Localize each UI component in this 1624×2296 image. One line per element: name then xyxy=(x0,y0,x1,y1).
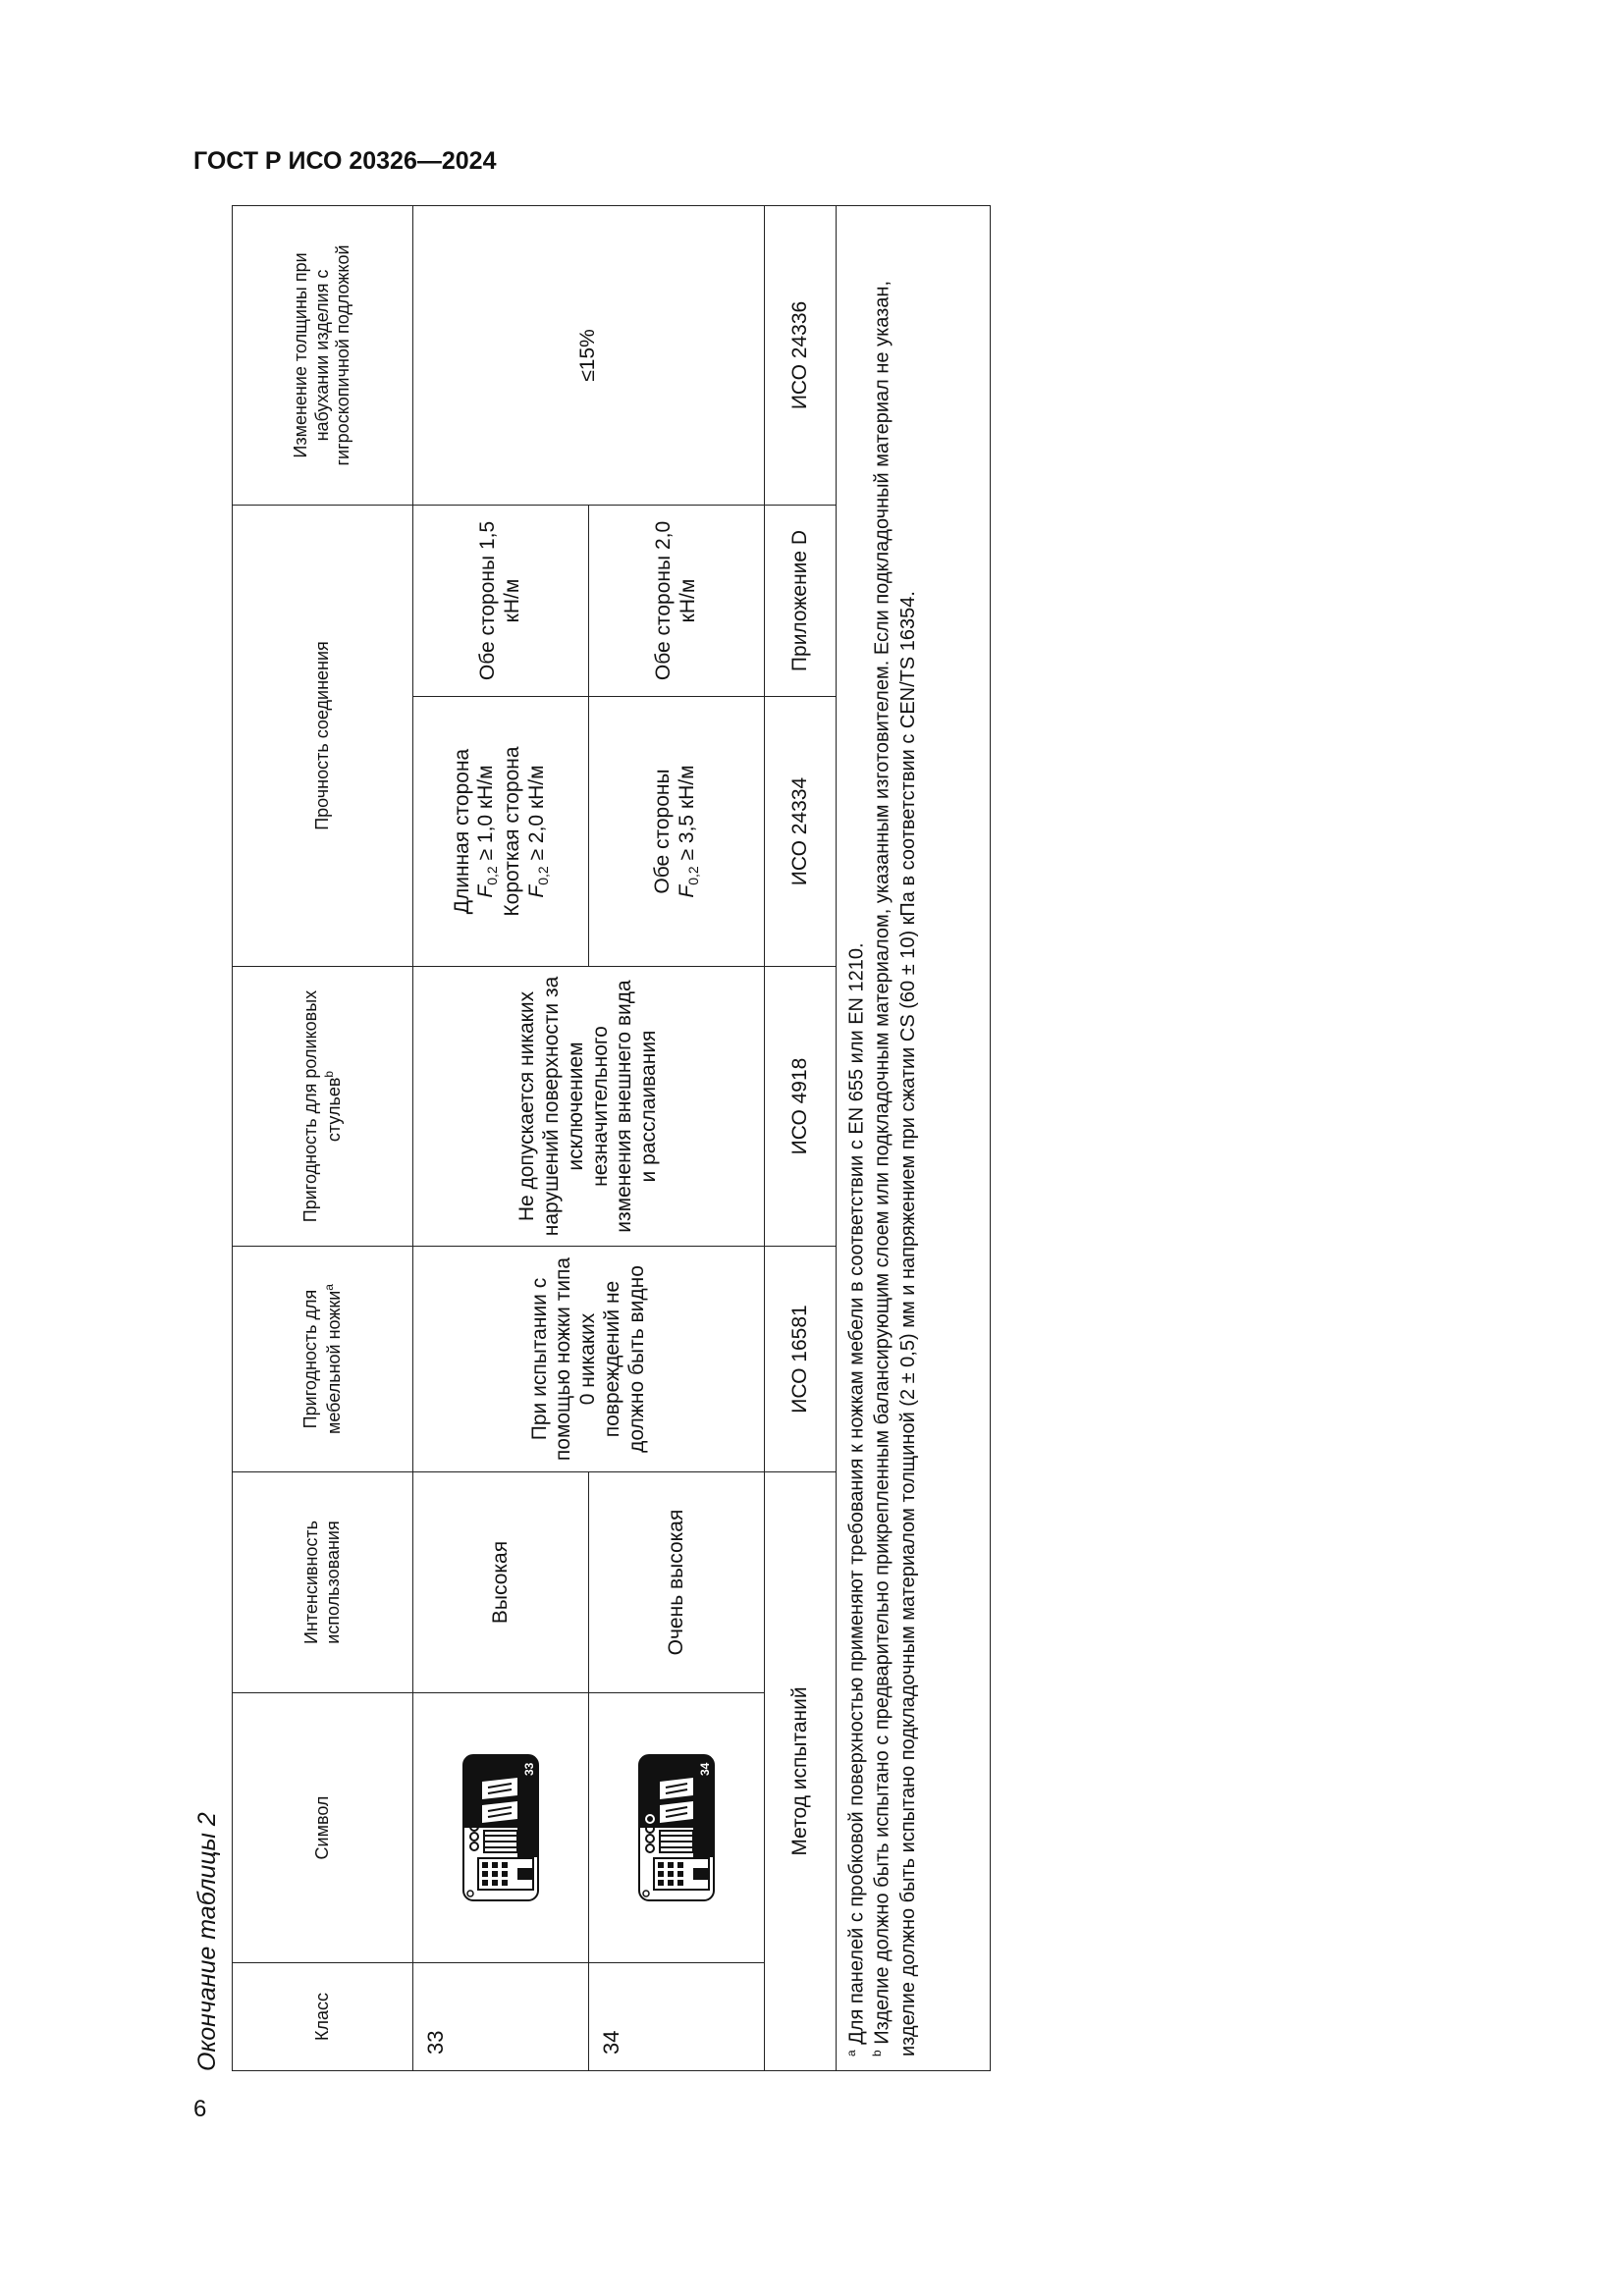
both-sides-label: Обе стороны xyxy=(651,769,675,894)
long-side-label: Длинная сторона xyxy=(450,748,473,915)
short-side-force: ≥ 2,0 кН/м xyxy=(524,765,548,861)
force-symbol: F xyxy=(524,884,548,898)
table-header-row xyxy=(233,205,413,2070)
strength-cell-b: Обе стороны 1,5 кН/м xyxy=(413,505,589,696)
force-subscript: 0,2 xyxy=(685,866,702,885)
footnote-b xyxy=(870,220,921,2056)
swelling-cell: ≤15% xyxy=(413,205,765,505)
long-side-force: ≥ 1,0 кН/м xyxy=(474,765,498,861)
header-intensity: Интенсивность использования xyxy=(233,1472,413,1693)
intensity-cell: Очень высокая xyxy=(589,1472,765,1693)
footnote-a-text: Для панелей с пробковой поверхностью применяют требования к ножкам мебели в соответствии с EN 655 или EN 1210. xyxy=(845,942,868,2045)
footnote-b-mark: b xyxy=(870,2050,885,2056)
footnote-a-mark: a xyxy=(844,2050,858,2056)
footnote-b-ref: b xyxy=(321,1070,336,1078)
strength-cell-b: Обе стороны 2,0 кН/м xyxy=(589,505,765,696)
footnotes-cell xyxy=(837,205,991,2070)
symbol-number: 34 xyxy=(698,1762,712,1776)
leg-suitability-cell: При испытании с помощью ножки типа 0 никаких повреждений не должно быть видно xyxy=(413,1247,765,1472)
strength-cell-a xyxy=(589,697,765,967)
method-strength-a: ИСО 24334 xyxy=(765,697,837,967)
footnote-a xyxy=(844,220,870,2056)
force-subscript: 0,2 xyxy=(534,866,551,885)
method-swelling: ИСО 24336 xyxy=(765,205,837,505)
footnotes-row xyxy=(837,205,991,2070)
header-symbol: Символ xyxy=(233,1693,413,1963)
symbol-number: 33 xyxy=(522,1762,536,1776)
table-row xyxy=(413,205,589,2070)
rotated-table-block xyxy=(193,206,949,2071)
header-chair-suitability xyxy=(233,967,413,1247)
class-34-symbol-icon xyxy=(638,1754,715,1901)
test-method-row xyxy=(765,205,837,2070)
symbol-cell xyxy=(589,1693,765,1963)
method-chair: ИСО 4918 xyxy=(765,967,837,1247)
force-symbol: F xyxy=(474,884,498,898)
force-subscript: 0,2 xyxy=(484,866,501,885)
intensity-cell: Высокая xyxy=(413,1472,589,1693)
footnote-b-text: Изделие должно быть испытано с предварительно прикрепленным балансирующим слоем или подкладочным материалом, указанным изготовителем. Если подкладочный материал не указан, изделие должно быть испытано подкладочным материалом толщиной (2 ± 0,5) мм и напряжением при сжатии CS (60 ± 10) кПа в соответствии с CEN/TS 16354. xyxy=(871,280,919,2056)
table-continuation-label: Окончание таблицы 2 xyxy=(193,1812,221,2071)
chair-suitability-cell: Не допускается никаких нарушений поверхности за исключением незначительного изменения внешнего вида и расслаивания xyxy=(413,967,765,1247)
class-cell: 33 xyxy=(413,1963,589,2071)
header-class: Класс xyxy=(233,1963,413,2071)
test-method-label: Метод испытаний xyxy=(765,1472,837,2071)
class-cell: 34 xyxy=(589,1963,765,2071)
strength-cell-a xyxy=(413,697,589,967)
long-side-value xyxy=(474,703,501,960)
header-chair-text: Пригодность для роликовых стульев xyxy=(299,989,344,1223)
short-side-label: Короткая сторона xyxy=(501,746,523,917)
header-joint-strength: Прочность соединения xyxy=(233,505,413,966)
method-strength-b: Приложение D xyxy=(765,505,837,696)
header-swelling: Изменение толщины при набухании изделия с гигроскопичной подложкой xyxy=(233,205,413,505)
both-sides-value xyxy=(676,703,702,960)
force-symbol: F xyxy=(676,884,699,898)
header-leg-text: Пригодность для мебельной ножки xyxy=(299,1289,344,1434)
header-leg-suitability xyxy=(233,1247,413,1472)
page-number: 6 xyxy=(193,2096,207,2122)
both-sides-force: ≥ 3,5 кН/м xyxy=(676,765,699,861)
footnote-a-ref: a xyxy=(321,1284,336,1291)
document-header: ГОСТ Р ИСО 20326—2024 xyxy=(193,147,497,175)
class-33-symbol-icon xyxy=(462,1754,539,1901)
method-leg: ИСО 16581 xyxy=(765,1247,837,1472)
symbol-cell xyxy=(413,1693,589,1963)
short-side-value xyxy=(525,703,552,960)
classification-table xyxy=(232,205,991,2071)
